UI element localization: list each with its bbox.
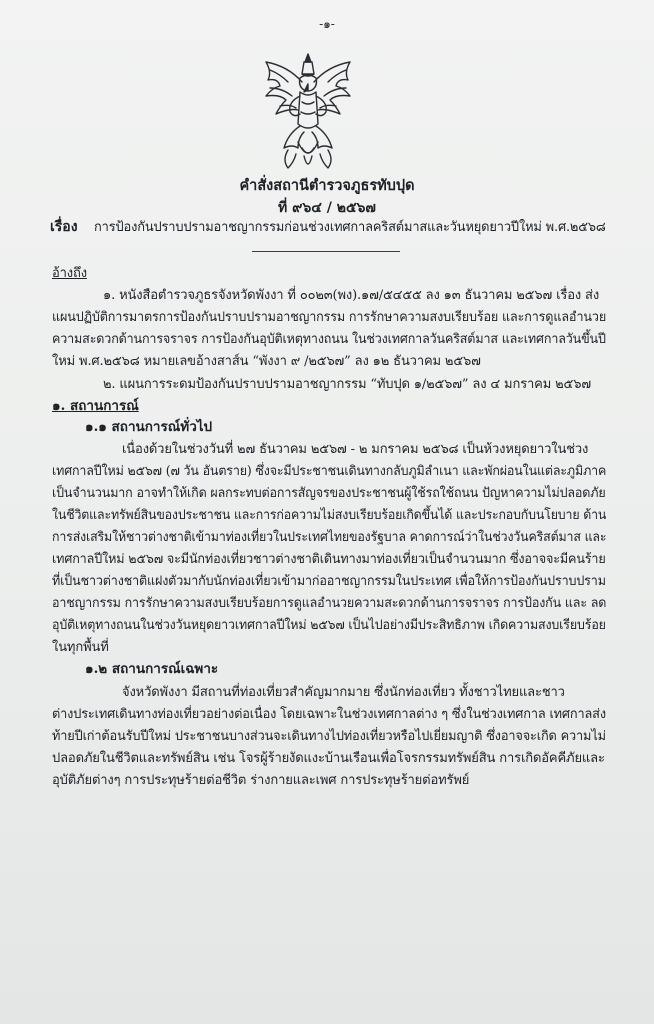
section-1-1-line: อาชญากรรม การรักษาความสงบเรียบร้อยการดูแลอำนวยความสะดวกด้านการจราจร การป้องกัน และ ลด <box>52 596 607 611</box>
section-1-1-line: เนื่องด้วยในช่วงวันที่ ๒๗ ธันวาคม ๒๕๖๗ - ๒ มกราคม ๒๕๖๘ เป็นห้วงหยุดยาวในช่วง <box>122 442 589 457</box>
reference-1-line-4: ใหม่ พ.ศ.๒๕๖๘ หมายเลขอ้างสาส์น “พังงา ๙ /๒๕๖๗” ลง ๑๒ ธันวาคม ๒๕๖๗ <box>52 354 481 369</box>
subject-underline <box>252 251 400 252</box>
section-1-1-line: เทศกาลปีใหม่ ๒๕๖๗ (๗ วัน อันตราย) ซึ่งจะมีประชาชนเดินทางกลับภูมิลำเนา และพักผ่อนในแต่ละภูมิภาค <box>52 464 607 479</box>
section-1-1-line: ที่เป็นชาวต่างชาติแฝงตัวมากับนักท่องเที่ยวเข้ามาก่ออาชญากรรมในประเทศ เพื่อให้การป้องกันปราบปราม <box>52 574 606 589</box>
section-1-2-line: อุบัติภัยต่างๆ การประทุษร้ายต่อชีวิต ร่างกายและเพศ การประทุษร้ายต่อทรัพย์ <box>52 773 470 788</box>
reference-2: ๒. แผนการระดมป้องกันปราบปรามอาชญากรรม “ทับปุด ๑/๒๕๖๗” ลง ๔ มกราคม ๒๕๖๗ <box>103 377 591 392</box>
subject-text: การป้องกันปราบปรามอาชญากรรมก่อนช่วงเทศกาลคริสต์มาสและวันหยุดยาวปีใหม่ พ.ศ.๒๕๖๘ <box>94 220 606 235</box>
section-1-heading: ๑. สถานการณ์ <box>52 398 139 414</box>
garuda-emblem-icon <box>258 52 358 174</box>
reference-1-line-1: ๑. หนังสือตำรวจภูธรจังหวัดพังงา ที่ ๐๐๒๓(พง).๑๗/๕๔๕๕ ลง ๑๓ ธันวาคม ๒๕๖๗ เรื่อง ส่ง <box>103 288 600 303</box>
section-1-2-line: ท้ายปีเก่าต้อนรับปีใหม่ ประชาชนบางส่วนจะเดินทางไปท่องเที่ยวหรือไปเยี่ยมญาติ ซึ่งอาจจะเกิด ความไม่ <box>52 729 606 744</box>
section-1-1-line: ในชีวิตและทรัพย์สินของประชาชน และการก่อความไม่สงบเรียบร้อยเกิดขึ้นได้ และประกอบกับนโยบาย ด้าน <box>52 508 607 523</box>
page-number: -๑- <box>319 17 335 31</box>
section-1-1-line: เป็นจำนวนมาก อาจทำให้เกิด ผลกระทบต่อการสัญจรของประชาชนผู้ใช้รถใช้ถนน ปัญหาความไม่ปลอดภัย <box>52 486 606 501</box>
section-1-1-line: อุบัติเหตุทางถนนในช่วงวันหยุดยาวเทศกาลปีใหม่ ๒๕๖๗ เป็นไปอย่างมีประสิทธิภาพ เกิดความสงบเรียบร้อย <box>52 618 606 633</box>
order-title: คำสั่งสถานีตำรวจภูธรทับปุด <box>239 177 415 194</box>
section-1-1-line: เทศกาลปีใหม่ ๒๕๖๗ จะมีนักท่องเที่ยวชาวต่างชาติเดินทางมาท่องเที่ยวเป็นจำนวนมาก ซึ่งอาจจะมีคนร้าย <box>52 552 606 567</box>
section-1-2-line: ต่างประเทศเดินทางท่องเที่ยวอย่างต่อเนื่อง โดยเฉพาะในช่วงเทศกาลต่าง ๆ ซึ่งในช่วงเทศกาล เทศกาลส่ง <box>52 707 606 722</box>
order-number: ที่ ๙๖๔ / ๒๕๖๗ <box>278 200 376 216</box>
section-1-1-line: การส่งเสริมให้ชาวต่างชาติเข้ามาท่องเที่ยวในประเทศไทยของรัฐบาล คาดการณ์ว่าในช่วงวันคริสต์มาส และ <box>52 530 607 545</box>
reference-1-line-2: แผนปฏิบัติการมาตรการป้องกันปราบปรามอาชญากรรม การรักษาความสงบเรียบร้อย และการดูแลอำนวย <box>52 310 607 325</box>
section-1-2-line: จังหวัดพังงา มีสถานที่ท่องเที่ยวสำคัญมากมาย ซึ่งนักท่องเที่ยว ทั้งชาวไทยและชาว <box>122 685 565 700</box>
section-1-2-line: ปลอดภัยในชีวิตและทรัพย์สิน เช่น โจรผู้ร้ายงัดแงะบ้านเรือนเพื่อโจรกรรมทรัพย์สิน การเกิดอัคคีภัยและ <box>52 751 605 766</box>
references-heading: อ้างถึง <box>52 266 87 281</box>
section-1-1-line: ในทุกพื้นที่ <box>52 640 109 655</box>
section-1-1-heading: ๑.๑ สถานการณ์ทั่วไป <box>85 419 213 435</box>
section-1-2-heading: ๑.๒ สถานการณ์เฉพาะ <box>85 661 219 677</box>
subject-label: เรื่อง <box>50 219 78 235</box>
reference-1-line-3: ความสะดวกด้านการจราจร การป้องกันอุบัติเหตุทางถนน ในช่วงเทศกาลวันคริสต์มาส และเทศกาลวันขึ้นปี <box>52 332 606 347</box>
